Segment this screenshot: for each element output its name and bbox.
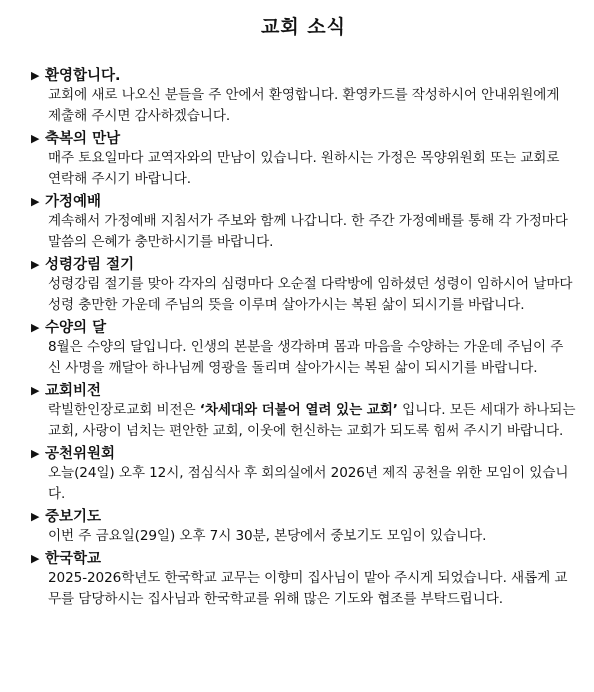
triangle-bullet-icon: ▶: [31, 69, 40, 82]
section-body: 이번 주 금요일(29일) 오후 7시 30분, 본당에서 중보기도 모임이 있습니다.: [48, 528, 487, 544]
section-heading: 성령강림 절기: [45, 257, 135, 273]
vision-detail-text: 입니다. 모든 세대가 하나되는 교회, 사랑이 넘치는 편안한 교회, 이웃에 헌신하는 교회가 되도록 힘써 주시기 바랍니다.: [48, 402, 576, 439]
section-heading: 수양의 달: [45, 320, 107, 336]
section-body: 2025-2026학년도 한국학교 교무는 이향미 집사님이 맡아 주시게 되었습니다. 새롭게 교무를 담당하시는 집사님과 한국학교를 위해 많은 기도와 협조를 부탁드립니다.: [48, 570, 568, 607]
triangle-bullet-icon: ▶: [31, 384, 40, 397]
section-body: 성령강림 절기를 맞아 각자의 심령마다 오순절 다락방에 임하셨던 성령이 임하시어 날마다 성령 충만한 가운데 주님의 뜻을 이루며 살아가시는 복된 삶이 되시기를 바랍니다.: [48, 276, 573, 313]
section-intercessory-prayer: [31, 508, 576, 547]
triangle-bullet-icon: ▶: [31, 258, 40, 271]
section-heading: 한국학교: [45, 551, 102, 567]
section-body: 오늘(24일) 오후 12시, 점심식사 후 회의실에서 2026년 제직 공천을 위한 모임이 있습니다.: [48, 465, 569, 502]
triangle-bullet-icon: ▶: [31, 195, 40, 208]
section-heading: 축복의 만남: [45, 131, 121, 147]
section-church-vision: [31, 382, 576, 442]
triangle-bullet-icon: ▶: [31, 552, 40, 565]
section-retreat-month: [31, 319, 576, 379]
triangle-bullet-icon: ▶: [31, 510, 40, 523]
section-welcome: [31, 67, 576, 127]
section-heading: 가정예배: [45, 194, 102, 210]
section-blessing-meeting: [31, 130, 576, 190]
section-heading: 환영합니다.: [45, 68, 121, 84]
section-nominating-committee: [31, 445, 576, 505]
section-family-worship: [31, 193, 576, 253]
section-body: 계속해서 가정예배 지침서가 주보와 함께 나갑니다. 한 주간 가정예배를 통해 각 가정마다 말씀의 은혜가 충만하시기를 바랍니다.: [48, 213, 568, 250]
vision-statement: ‘차세대와 더불어 열려 있는 교회’: [199, 402, 398, 418]
section-body: 8월은 수양의 달입니다. 인생의 본분을 생각하며 몸과 마음을 수양하는 가운데 주님이 주신 사명을 깨달아 하나님께 영광을 돌리며 살아가시는 복된 삶이 되시기를 바랍니다.: [48, 339, 564, 376]
triangle-bullet-icon: ▶: [31, 321, 40, 334]
section-heading: 교회비전: [45, 383, 102, 399]
triangle-bullet-icon: ▶: [31, 447, 40, 460]
section-heading: 중보기도: [45, 509, 102, 525]
section-body: 매주 토요일마다 교역자와의 만남이 있습니다. 원하시는 가정은 목양위원회 또는 교회로 연락해 주시기 바랍니다.: [48, 150, 560, 187]
section-body: [48, 400, 576, 442]
section-body: 교회에 새로 나오신 분들을 주 안에서 환영합니다. 환영카드를 작성하시어 안내위원에게 제출해 주시면 감사하겠습니다.: [48, 87, 560, 124]
section-heading: 공천위원회: [45, 446, 116, 462]
section-pentecost: [31, 256, 576, 316]
triangle-bullet-icon: ▶: [31, 132, 40, 145]
section-korean-school: [31, 550, 576, 610]
vision-intro-text: 락빌한인장로교회 비전은: [48, 402, 200, 418]
page-title: 교회 소식: [260, 16, 347, 38]
